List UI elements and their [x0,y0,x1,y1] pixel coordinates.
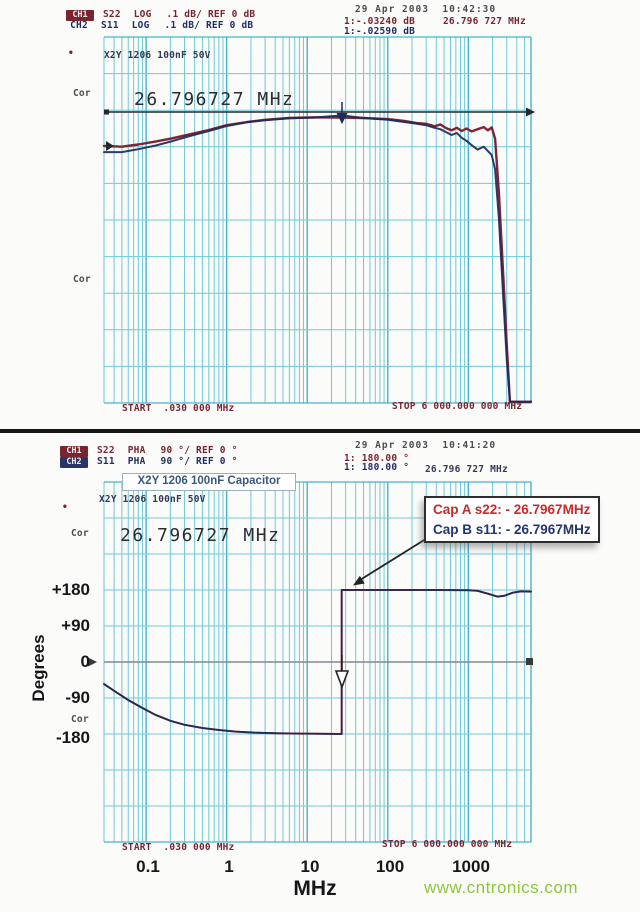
bottom-marker-frequency: 26.796 727 MHz [425,464,508,475]
ytick-minus180: -180 [55,728,90,747]
xtick-1000: 1000 [452,857,490,876]
top-cor-status-2: Cor [73,274,91,285]
ytick-plus90: +90 [61,616,90,635]
top-marker-readout-s22: 1:-.03240 dB [344,16,416,27]
top-stop-frequency-label: STOP 6 000.000 000 MHz [392,401,523,412]
ch2-badge: CH2 [60,457,88,468]
x-axis-label: MHz [293,877,337,900]
ch2-param: S11 [101,20,119,31]
ch1-format: LOG [133,9,152,20]
top-marker-readout-s11: 1:-.02590 dB [344,25,416,37]
xtick-100: 100 [375,857,405,876]
bottom-big-marker-frequency: 26.796727 MHz [120,525,281,546]
magnitude-trace-s11 [104,115,531,401]
ytick-plus180: +180 [51,580,90,599]
bottom-cor-status-1: Cor [71,528,89,539]
bottom-stop-frequency-label: STOP 6 000.000 000 MHz [382,839,513,850]
xtick-0p1: 0.1 [136,857,160,876]
bottom-cor-status-2: Cor [71,714,89,725]
top-datetime: 29 Apr 2003 10:42:30 [355,4,497,15]
callout-cap-a: Cap A s22: - 26.7967MHz [433,502,591,517]
ch1-scale: 90 °/ REF 0 ° [160,445,238,456]
top-start-frequency-label: START .030 000 MHz [122,403,235,414]
top-cor-status-1: Cor [73,88,91,99]
bottom-marker-readout-s11: 1: 180.00 ° [344,462,410,473]
top-big-marker-frequency: 26.796727 MHz [134,89,295,110]
callout-cap-b: Cap B s11: - 26.7967MHz [433,521,591,537]
ytick-zero: 0 [80,652,90,671]
bottom-start-frequency-label: START .030 000 MHz [122,842,235,853]
ch1-format: PHA [127,445,146,456]
bottom-marker-readout-s22: 1: 180.00 ° [344,452,410,464]
ytick-minus90: -90 [65,688,90,707]
ch1-param: S22 [97,445,115,456]
ch2-scale: .1 dB/ REF 0 dB [164,20,254,31]
bottom-device-label: X2Y 1206 100nF 50V [99,494,206,505]
top-bullet-icon: • [68,48,74,59]
top-reference-line-left-dot [104,110,109,115]
xtick-10: 10 [300,857,320,876]
ch1-badge: CH1 [66,10,94,21]
bottom-marker-triangle-icon [336,671,348,687]
ch2-param: S11 [97,456,115,467]
ch2-format: PHA [127,456,146,467]
bottom-bullet-icon: • [62,502,68,513]
panel-divider [0,429,640,433]
top-marker-frequency: 26.796 727 MHz [443,16,526,27]
top-device-label: X2Y 1206 100nF 50V [104,50,211,61]
marker-callout-box [424,496,600,543]
ch2-label: CH2 [70,20,88,31]
top-header-row-ch2 [66,21,253,32]
ch1-scale: .1 dB/ REF 0 dB [166,9,256,20]
ch1-param: S22 [103,9,121,20]
bottom-header-row-ch2 [60,457,238,468]
ch2-scale: 90 °/ REF 0 ° [160,456,238,467]
top-trace-start-mark [106,141,114,151]
ch2-format: LOG [131,20,150,31]
xtick-1: 1 [224,857,234,876]
chart-title-box: X2Y 1206 100nF Capacitor [122,473,296,491]
y-axis-label: Degrees [29,634,48,702]
watermark: www.cntronics.com [424,878,578,897]
bottom-datetime: 29 Apr 2003 10:41:20 [355,440,497,451]
bottom-zero-ref-right-square [526,658,533,665]
ch1-badge: CH1 [60,446,88,457]
magnitude-trace-s22 [104,117,531,402]
